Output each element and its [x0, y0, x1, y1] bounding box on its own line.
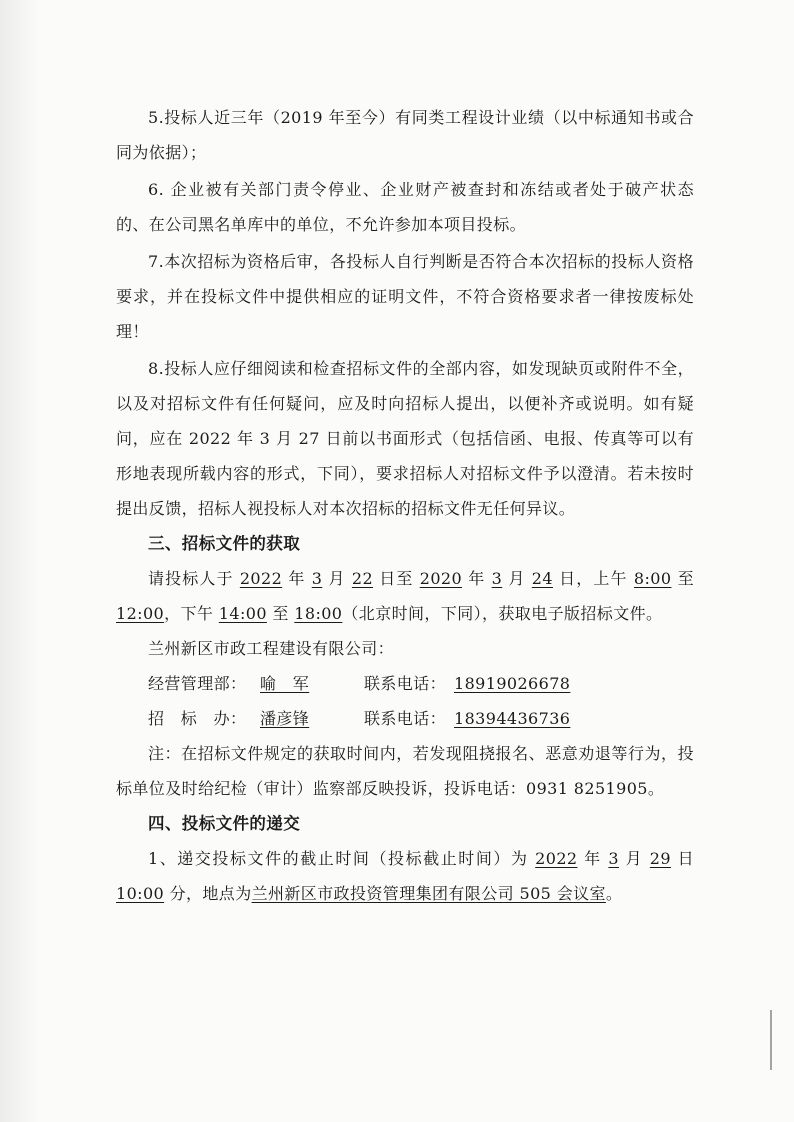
submit-text: 月 [618, 849, 650, 868]
contact-row-business [116, 666, 694, 701]
scan-edge-shadow [0, 0, 40, 1122]
section-4-title: 四、投标文件的递交 [148, 814, 301, 833]
contact-label: 招 标 办： [148, 709, 247, 728]
acquire-start-year: 2022 [239, 569, 283, 588]
contact-row-bidding [116, 701, 694, 736]
acquire-text: 日至 [373, 569, 420, 588]
acquire-paragraph [116, 561, 694, 631]
submit-place: 兰州新区市政投资管理集团有限公司 505 会议室 [251, 884, 606, 903]
acquire-start-month: 3 [311, 569, 323, 588]
contact-tel-label: 联系电话： [364, 709, 447, 728]
acquire-text: 年 [282, 569, 312, 588]
submit-time: 10:00 [116, 884, 165, 903]
acquire-text: （北京时间，下同），获取电子版招标文件。 [342, 604, 663, 623]
submit-text: 分，地点为 [164, 884, 252, 903]
paragraph-6: 6. 企业被有关部门责令停业、企业财产被查封和冻结或者处于破产状态的、在公司黑名单库中的单位，不允许参加本项目投标。 [116, 180, 694, 234]
submit-day: 29 [649, 849, 671, 868]
contact-tel-label: 联系电话： [364, 674, 447, 693]
acquire-text: 月 [502, 569, 532, 588]
note-paragraph: 注：在招标文件规定的获取时间内，若发现阻挠报名、恶意劝退等行为，投标单位及时给纪检（审计）监察部反映投诉，投诉电话：0931 8251905。 [116, 744, 694, 798]
contact-tel: 18394436736 [454, 709, 571, 728]
paragraph-8: 8.投标人应仔细阅读和检查招标文件的全部内容，如发现缺页或附件不全，以及对招标文件有任何疑问，应及时向招标人提出，以便补齐或说明。如有疑问，应在 2022 年 3 月 27 日前以书面形式（包括信函、电报、传真等可以有形地表现所载内容的形式，下同），要求招标人对招标文件予以澄清。若未按时提出反馈，招标人视投标人对本次招标的招标文件无任何异议。 [116, 359, 694, 518]
section-3-title: 三、招标文件的获取 [148, 534, 301, 553]
scan-artifact-line [770, 1010, 772, 1070]
contact-name: 潘彦锋 [260, 709, 310, 728]
acquire-end-day: 24 [531, 569, 553, 588]
acquire-pm-end: 18:00 [294, 604, 343, 623]
contact-label: 经营管理部： [148, 674, 247, 693]
acquire-text: 月 [322, 569, 352, 588]
submit-text: 。 [605, 884, 623, 903]
submit-paragraph [116, 841, 694, 911]
acquire-text: 日，上午 [552, 569, 634, 588]
acquire-am-end: 12:00 [116, 604, 165, 623]
submit-text: 年 [577, 849, 609, 868]
acquire-text: 请投标人于 [148, 569, 240, 588]
paragraph-7: 7.本次招标为资格后审，各投标人自行判断是否符合本次招标的投标人资格要求，并在投标文件中提供相应的证明文件，不符合资格要求者一律按废标处理！ [116, 252, 694, 341]
acquire-end-month: 3 [491, 569, 503, 588]
submit-month: 3 [608, 849, 619, 868]
paragraph-5: 5.投标人近三年（2019 年至今）有同类工程设计业绩（以中标通知书或合同为依据）； [116, 108, 694, 162]
acquire-start-day: 22 [351, 569, 374, 588]
document-body [116, 100, 694, 911]
acquire-end-year: 2020 [419, 569, 463, 588]
acquire-text: 年 [462, 569, 492, 588]
acquire-text: ，下午 [164, 604, 219, 623]
acquire-am-start: 8:00 [633, 569, 672, 588]
acquire-text: 至 [266, 604, 295, 623]
contact-tel: 18919026678 [454, 674, 571, 693]
submit-text: 日 [670, 849, 695, 868]
submit-text: 1、递交投标文件的截止时间（投标截止时间）为 [148, 849, 536, 868]
acquire-pm-start: 14:00 [218, 604, 267, 623]
contact-name: 喻 军 [260, 674, 310, 693]
company-name: 兰州新区市政工程建设有限公司： [148, 639, 395, 658]
submit-year: 2022 [535, 849, 578, 868]
acquire-text: 至 [671, 569, 695, 588]
